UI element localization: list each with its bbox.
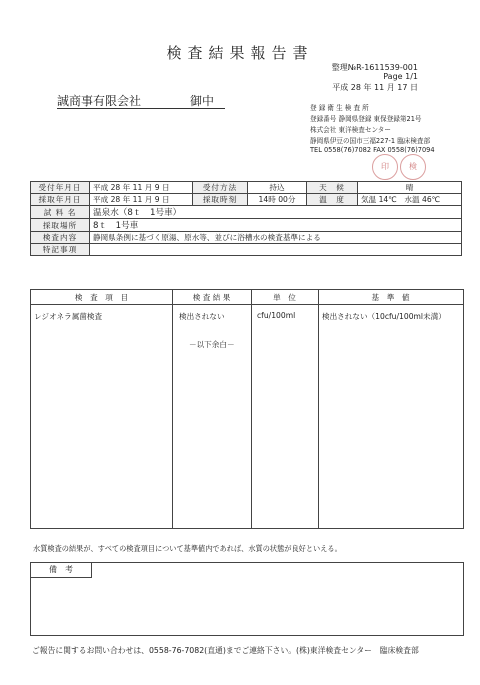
results-divider-3 — [318, 290, 319, 528]
seal-stamp-2: 検 — [400, 154, 426, 180]
receipt-row — [31, 182, 462, 194]
label-sampling-place: 採取場所 — [31, 219, 90, 232]
sampling-place-row — [31, 219, 462, 232]
client-name: 誠商事有限会社 — [57, 94, 142, 108]
special-notes-row — [31, 244, 462, 256]
issuer-line-3: 株式会社 東洋検査センター — [310, 126, 391, 134]
header-test-item: 検 査 項 目 — [74, 293, 129, 302]
result-unit: cfu/100ml — [257, 311, 296, 320]
test-content-row — [31, 232, 462, 244]
result-standard: 検出されない（10cfu/100ml未満） — [322, 312, 446, 321]
results-table — [30, 289, 464, 529]
value-special-notes — [90, 244, 462, 256]
label-special-notes: 特記事項 — [31, 244, 90, 256]
value-temperature: 気温 14℃ 水温 46℃ — [358, 194, 462, 206]
header-test-result: 検 査 結 果 — [192, 293, 231, 302]
label-sampling-time: 採取時刻 — [193, 194, 248, 206]
remarks-box — [30, 562, 464, 636]
issuer-line-1: 登 録 衛 生 検 査 所 — [310, 104, 369, 112]
contact-footer: ご報告に関するお問い合わせは、0558-76-7082(直通)までご連絡下さい。(株)東洋検査センター 臨床検査部 — [32, 646, 419, 655]
result-value: 検出されない — [179, 312, 225, 321]
sample-info-table — [30, 181, 462, 256]
quality-note: 水質検査の結果が、すべての検査項目について基準値内であれば、水質の状態が良好といえる。 — [33, 544, 342, 553]
result-item: レジオネラ属菌検査 — [34, 312, 103, 321]
issuer-line-5: TEL 0558(76)7082 FAX 0558(76)7094 — [310, 146, 435, 154]
sample-name-row — [31, 206, 462, 219]
value-receipt-method: 持込 — [248, 182, 307, 194]
end-of-entries-mark: －以下余白－ — [189, 340, 235, 349]
value-sampling-date: 平成 28 年 11 月 9 日 — [90, 194, 193, 206]
results-header — [31, 290, 463, 305]
label-receipt-date: 受付年月日 — [31, 182, 90, 194]
value-receipt-date: 平成 28 年 11 月 9 日 — [90, 182, 193, 194]
label-receipt-method: 受付方法 — [193, 182, 248, 194]
label-test-content: 検査内容 — [31, 232, 90, 244]
page-indicator: Page 1/1 — [383, 72, 418, 81]
label-sampling-date: 採取年月日 — [31, 194, 90, 206]
remarks-label: 備 考 — [31, 563, 92, 578]
report-title: 検査結果報告書 — [166, 44, 314, 62]
header-standard: 基 準 値 — [371, 293, 410, 302]
issuer-line-4: 静岡県伊豆の国市三福227-1 臨床検査部 — [310, 137, 431, 145]
report-number: 整理№R-1611539-001 — [331, 63, 418, 72]
value-sampling-time: 14時 00分 — [248, 194, 307, 206]
label-temperature: 温 度 — [307, 194, 358, 206]
value-sample-name: 温泉水（8ｔ 1号車） — [90, 206, 462, 219]
client-suffix: 御中 — [190, 94, 215, 108]
results-divider-1 — [172, 290, 173, 528]
value-weather: 晴 — [358, 182, 462, 194]
value-test-content: 静岡県条例に基づく原湯、原水等、並びに浴槽水の検査基準による — [90, 232, 462, 244]
issuer-line-2: 登録番号 静岡県登録 東保登録第21号 — [310, 115, 422, 123]
seal-stamp-1: 印 — [372, 154, 398, 180]
value-sampling-place: 8ｔ 1号車 — [90, 219, 462, 232]
label-weather: 天 候 — [307, 182, 358, 194]
report-date: 平成 28 年 11 月 17 日 — [332, 83, 418, 92]
results-divider-2 — [251, 290, 252, 528]
sampling-row — [31, 194, 462, 206]
header-unit: 単 位 — [273, 293, 296, 302]
label-sample-name: 試 料 名 — [31, 206, 90, 219]
